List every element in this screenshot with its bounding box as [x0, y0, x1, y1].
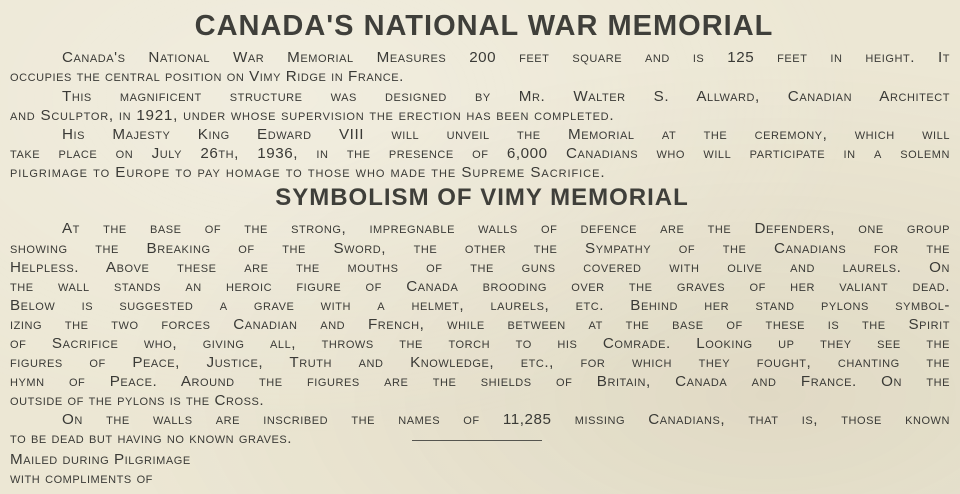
symbolism-line: izing the two forces Canadian and French, while between at the base of these is the Spirit: [10, 316, 950, 333]
divider-rule: [412, 440, 542, 441]
footer-mailed-line: Mailed during Pilgrimage: [10, 451, 191, 468]
intro-line: pilgrimage to Europe to pay homage to those who made the Supreme Sacrifice.: [10, 164, 606, 181]
section-title: SYMBOLISM OF VIMY MEMORIAL: [275, 184, 689, 211]
symbolism-line: At the base of the strong, impregnable walls of defence are the Defenders, one group: [62, 220, 950, 237]
symbolism-line: of Sacrifice who, giving all, throws the torch to his Comrade. Looking up they see the: [10, 335, 950, 352]
symbolism-line: figures of Peace, Justice, Truth and Knowledge, etc., for which they fought, chanting the: [10, 354, 950, 371]
symbolism-line: the wall stands an heroic figure of Canada brooding over the graves of her valiant dead.: [10, 278, 950, 295]
symbolism-line: Helpless. Above these are the mouths of the guns covered with olive and laurels. On: [10, 259, 950, 276]
symbolism-line: to be dead but having no known graves.: [10, 430, 293, 447]
intro-line: take place on July 26th, 1936, in the presence of 6,000 Canadians who will participate in a solemn: [10, 145, 950, 162]
intro-line: occupies the central position on Vimy Ridge in France.: [10, 68, 404, 85]
footer-compliments-line: with compliments of: [10, 470, 153, 487]
page-title: CANADA'S NATIONAL WAR MEMORIAL: [194, 10, 774, 42]
intro-line: His Majesty King Edward VIII will unveil the Memorial at the ceremony, which will: [62, 126, 950, 143]
intro-line: Canada's National War Memorial Measures 200 feet square and is 125 feet in height. It: [62, 49, 950, 66]
intro-line: This magnificent structure was designed by Mr. Walter S. Allward, Canadian Architect: [62, 88, 950, 105]
symbolism-line: showing the Breaking of the Sword, the other the Sympathy of the Canadians for the: [10, 240, 950, 257]
symbolism-line: Below is suggested a grave with a helmet, laurels, etc. Behind her stand pylons symbol-: [10, 297, 950, 314]
symbolism-line: hymn of Peace. Around the figures are the shields of Britain, Canada and France. On the: [10, 373, 950, 390]
intro-line: and Sculptor, in 1921, under whose supervision the erection has been completed.: [10, 107, 615, 124]
symbolism-line: outside of the pylons is the Cross.: [10, 392, 265, 409]
symbolism-line: On the walls are inscribed the names of 11,285 missing Canadians, that is, those known: [62, 411, 950, 428]
